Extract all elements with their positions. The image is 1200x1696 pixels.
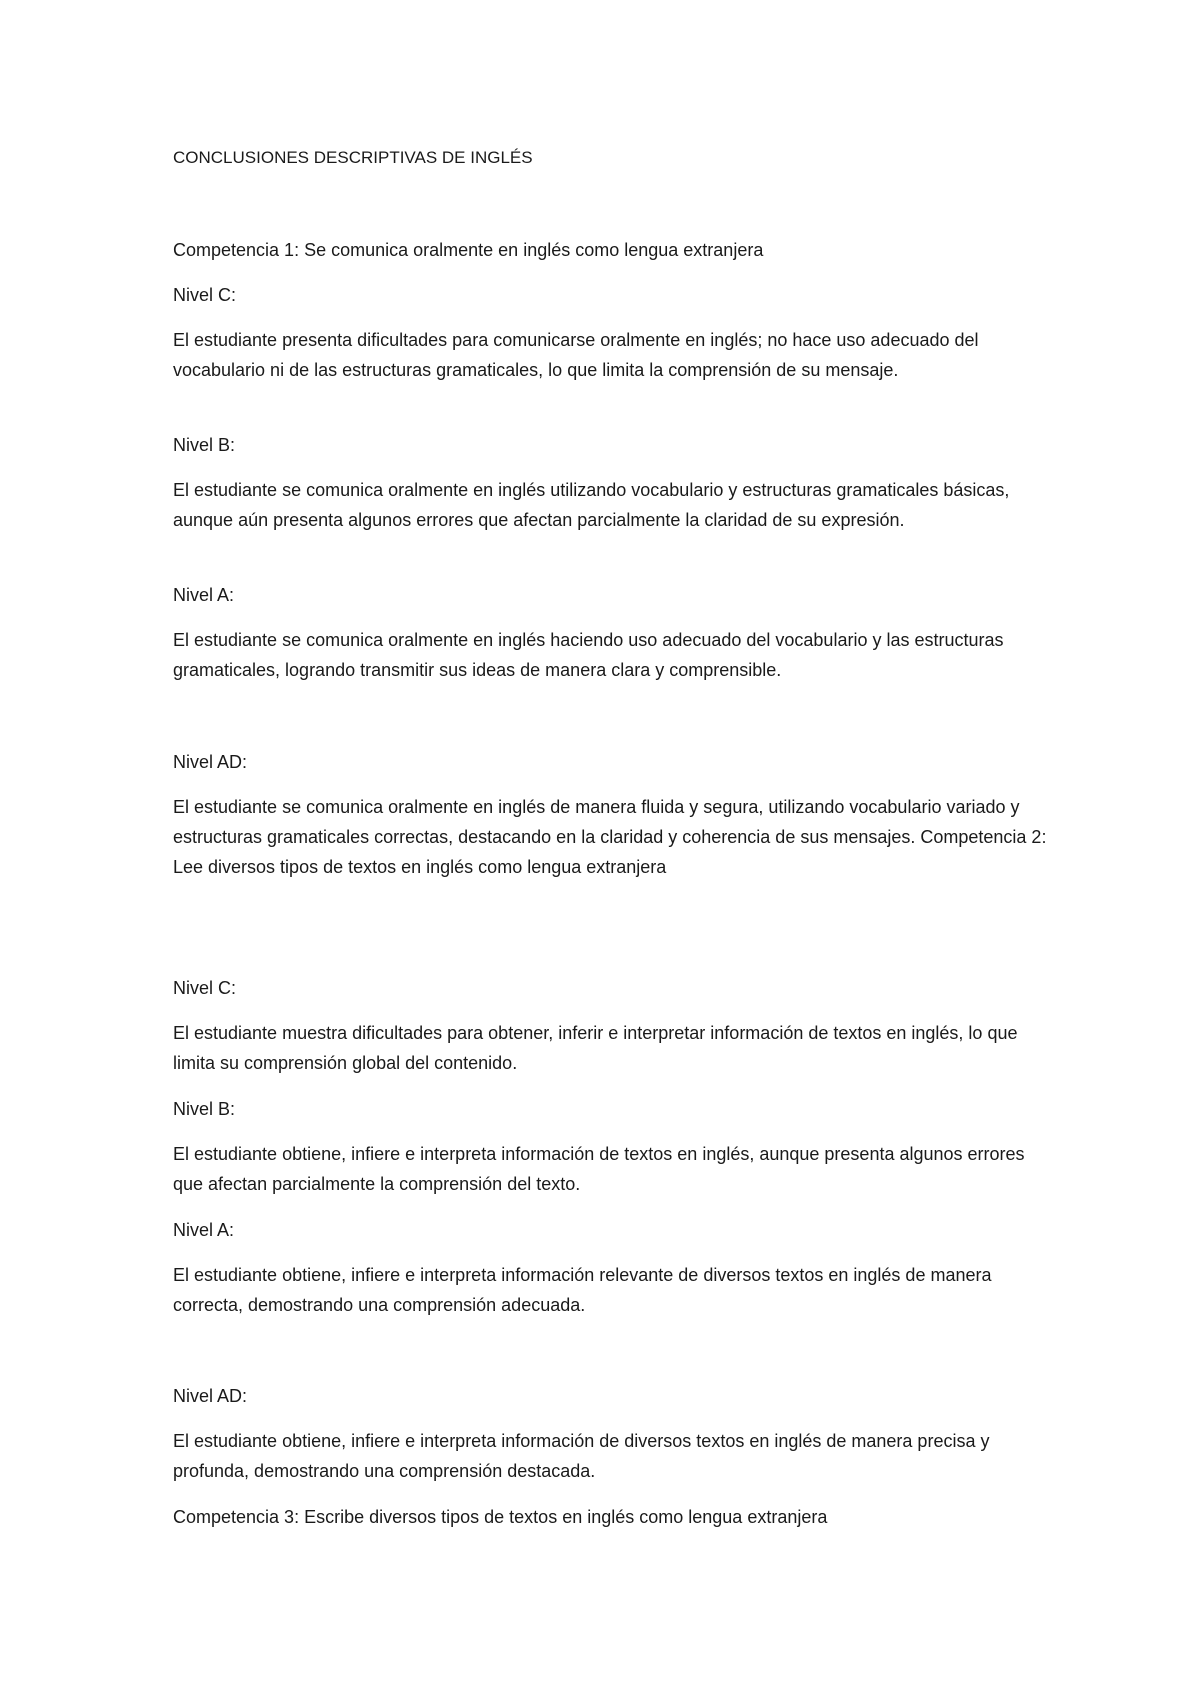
c2-nivel-a-text: El estudiante obtiene, infiere e interpreta información relevante de diversos textos en inglés de manera correcta, demostrando una comprensión adecuada. [173, 1265, 992, 1315]
c2-nivel-b-text: El estudiante obtiene, infiere e interpreta información de textos en inglés, aunque presenta algunos errores que afectan parcialmente la comprensión del texto. [173, 1144, 1025, 1194]
c1-nivel-b-text: El estudiante se comunica oralmente en inglés utilizando vocabulario y estructuras gramaticales básicas, aunque aún presenta algunos errores que afectan parcialmente la claridad de su expresión. [173, 480, 1010, 530]
c1-nivel-a-text: El estudiante se comunica oralmente en inglés haciendo uso adecuado del vocabulario y las estructuras gramaticales, logrando transmitir sus ideas de manera clara y comprensible. [173, 630, 1004, 680]
c2-nivel-b-label: Nivel B: [173, 1099, 236, 1119]
c2-nivel-a-label: Nivel A: [173, 1220, 235, 1240]
c1-nivel-c-text: El estudiante presenta dificultades para comunicarse oralmente en inglés; no hace uso adecuado del vocabulario ni de las estructuras gramaticales, lo que limita la comprensión de su mensaje. [173, 330, 979, 380]
competencia-3-heading: Competencia 3: Escribe diversos tipos de textos en inglés como lengua extranjera [173, 1507, 828, 1527]
c2-nivel-ad-label: Nivel AD: [173, 1386, 248, 1406]
c1-nivel-c-label: Nivel C: [173, 285, 237, 305]
c2-nivel-c-label: Nivel C: [173, 978, 237, 998]
c1-nivel-ad-text: El estudiante se comunica oralmente en inglés de manera fluida y segura, utilizando vocabulario variado y estructuras gramaticales correctas, destacando en la claridad y coherencia de sus mensajes. Competencia 2: Lee diversos tipos de textos en inglés como lengua extranjera [173, 797, 1047, 877]
c1-nivel-a-label: Nivel A: [173, 585, 235, 605]
c1-nivel-ad-label: Nivel AD: [173, 752, 248, 772]
c2-nivel-c-text: El estudiante muestra dificultades para obtener, inferir e interpretar información de textos en inglés, lo que limita su comprensión global del contenido. [173, 1023, 1018, 1073]
c1-nivel-b-label: Nivel B: [173, 435, 236, 455]
competencia-1-heading: Competencia 1: Se comunica oralmente en inglés como lengua extranjera [173, 240, 764, 260]
c2-nivel-ad-text: El estudiante obtiene, infiere e interpreta información de diversos textos en inglés de manera precisa y profunda, demostrando una comprensión destacada. [173, 1431, 990, 1481]
document-title: CONCLUSIONES DESCRIPTIVAS DE INGLÉS [173, 148, 533, 167]
